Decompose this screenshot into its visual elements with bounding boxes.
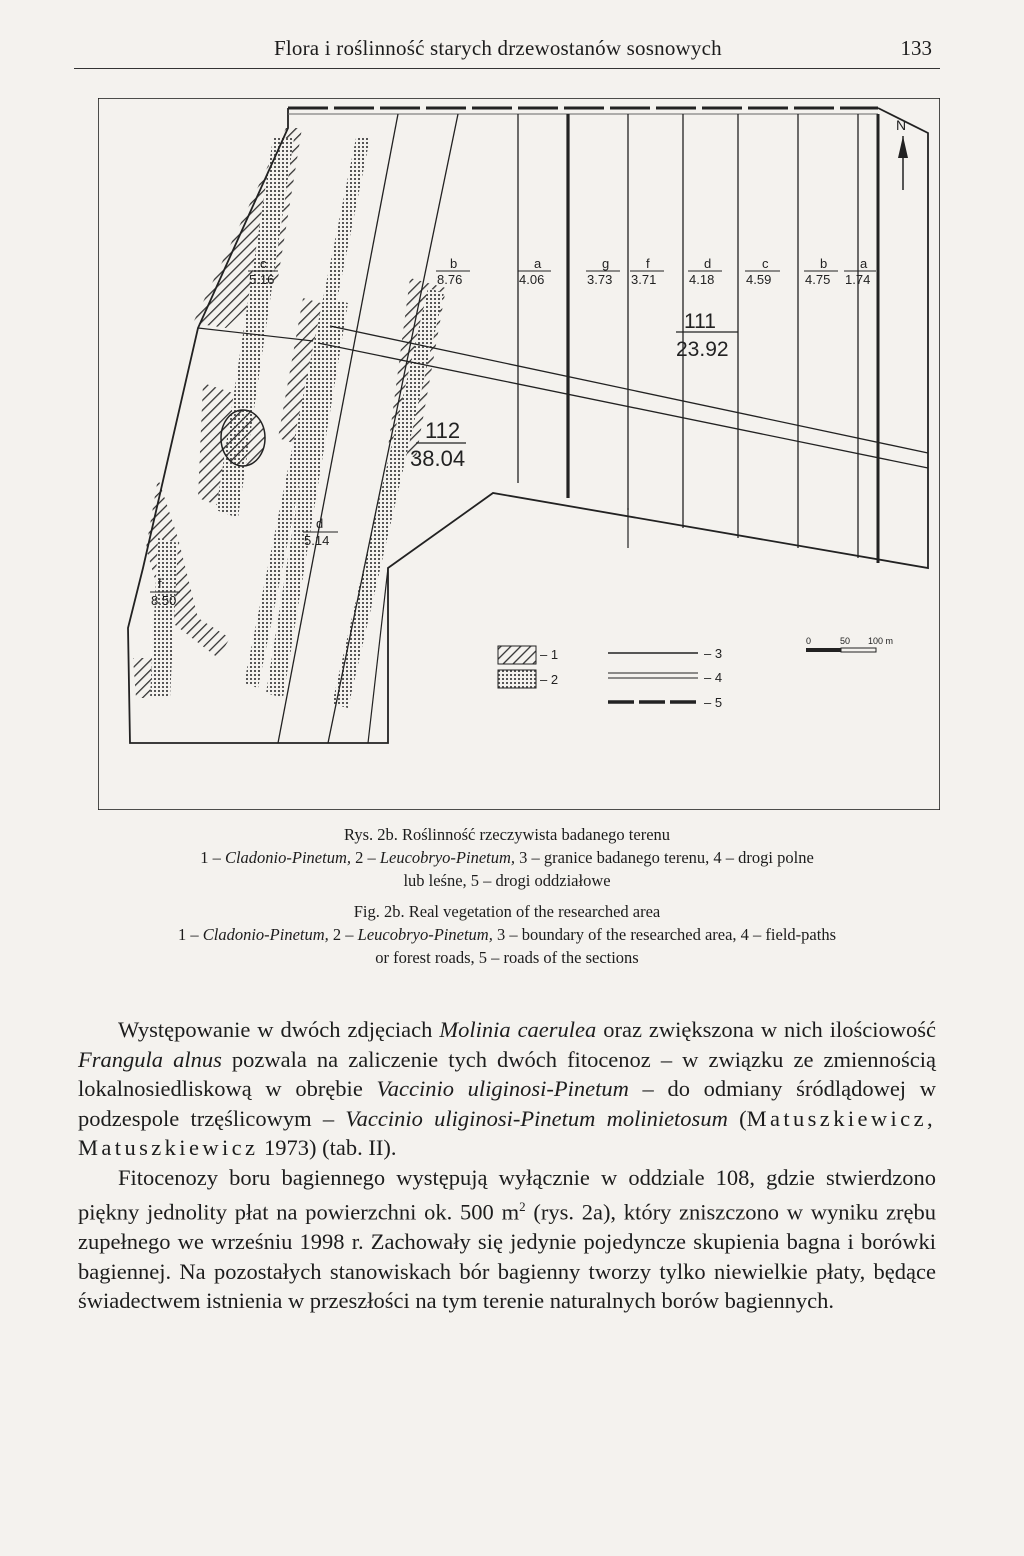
division-label: [676, 310, 738, 361]
svg-text:b: b: [820, 256, 828, 271]
plot-marker: [221, 410, 265, 466]
svg-text:8.76: 8.76: [437, 272, 463, 287]
svg-text:– 3: – 3: [704, 646, 723, 661]
svg-text:38.04: 38.04: [410, 446, 466, 471]
svg-text:4.75: 4.75: [805, 272, 831, 287]
caption-legend-line: 1 – Cladonio-Pinetum, 2 – Leucobryo-Pinetum, 3 – boundary of the researched area, 4 – field-paths: [178, 925, 836, 944]
svg-text:23.92: 23.92: [676, 338, 729, 361]
section-label: [688, 256, 722, 287]
scale-bar: [806, 636, 893, 652]
svg-text:a: a: [860, 256, 868, 271]
legend-item-4: [608, 670, 722, 685]
figure-caption-english: [74, 900, 940, 969]
map-drawing: [98, 98, 940, 810]
section-label: [745, 256, 780, 287]
page-number: 133: [900, 36, 932, 60]
svg-text:1.74: 1.74: [845, 272, 871, 287]
paragraph: Fitocenozy boru bagiennego występują wyłącznie w oddziale 108, gdzie stwierdzono piękny jednolity płat na powierzchni ok. 500 $m^2$ (rys. 2a), który zniszczono w wyniku zrębu zupełnego we wrześniu 1998 r. Zachowały się jedynie pojedyncze skupienia bagna i borówki bagiennej. Na pozostałych stanowiskach bór bagienny tworzy tylko niewielkie płaty, będące świadectwem istnienia w przeszłości na tym terenie naturalnych borów bagiennych.: [78, 1164, 936, 1313]
map-legend: [498, 646, 722, 710]
paragraph: Występowanie w dwóch zdjęciach Molinia caerulea oraz zwiększona w nich ilościowość Frangula alnus pozwala na zaliczenie tych dwóch fitocenoz – w związku ze zmiennością lokalnosiedliskową w obrębie Vaccinio uliginosi-Pinetum – do odmiany śródlądowej w podzespole trzęślicowym – Vaccinio uliginosi-Pinetum molinietosum (Matuszkiewicz, Matuszkiewicz 1973) (tab. II).: [78, 1017, 936, 1160]
svg-text:100 m: 100 m: [868, 636, 894, 646]
author-name: Matuszkiewicz, Matuszkiewicz: [78, 1105, 936, 1160]
svg-text:111: 111: [684, 310, 716, 333]
svg-text:b: b: [450, 256, 458, 271]
svg-text:112: 112: [425, 418, 461, 443]
section-label: [518, 256, 551, 287]
body-text: [78, 1015, 936, 1316]
svg-text:4.59: 4.59: [746, 272, 772, 287]
caption-legend-line-2: lub leśne, 5 – drogi oddziałowe: [403, 871, 611, 890]
svg-text:– 4: – 4: [704, 670, 723, 685]
svg-text:5.16: 5.16: [249, 272, 275, 287]
svg-text:8.50: 8.50: [151, 593, 177, 608]
section-label: [630, 256, 664, 287]
section-label: [804, 256, 838, 287]
svg-text:– 2: – 2: [540, 672, 559, 687]
legend-item-5: [608, 695, 722, 710]
caption-legend-line-2: or forest roads, 5 – roads of the sections: [375, 948, 639, 967]
caption-title: Fig. 2b. Real vegetation of the researched area: [353, 902, 661, 921]
svg-text:4.06: 4.06: [519, 272, 545, 287]
svg-text:a: a: [534, 256, 542, 271]
svg-text:c: c: [762, 256, 769, 271]
svg-text:– 5: – 5: [704, 695, 723, 710]
figure-caption-polish: [74, 823, 940, 892]
section-label: [844, 256, 876, 287]
svg-text:d: d: [316, 516, 324, 531]
svg-text:5.14: 5.14: [304, 533, 330, 548]
page-header: [74, 32, 940, 69]
svg-text:f: f: [646, 256, 650, 271]
caption-legend-line: 1 – Cladonio-Pinetum, 2 – Leucobryo-Pinetum, 3 – granice badanego terenu, 4 – drogi polne: [200, 848, 814, 867]
svg-text:50: 50: [840, 636, 851, 646]
legend-item-3: [608, 646, 722, 661]
svg-text:c: c: [260, 256, 267, 271]
svg-text:d: d: [704, 256, 712, 271]
svg-text:g: g: [602, 256, 610, 271]
svg-text:4.18: 4.18: [689, 272, 715, 287]
svg-text:0: 0: [806, 636, 812, 646]
vegetation-map: [98, 98, 940, 810]
north-arrow: [896, 117, 908, 190]
svg-text:3.73: 3.73: [587, 272, 613, 287]
section-label: [586, 256, 620, 287]
svg-text:– 1: – 1: [540, 647, 559, 662]
svg-text:3.71: 3.71: [631, 272, 657, 287]
caption-title: Rys. 2b. Roślinność rzeczywista badanego terenu: [343, 825, 671, 844]
running-title: Flora i roślinność starych drzewostanów sosnowych: [274, 36, 722, 60]
north-label: N: [896, 117, 907, 133]
legend-item-2: [498, 670, 558, 688]
legend-item-1: [498, 646, 558, 664]
svg-text:f: f: [158, 576, 162, 591]
section-label: [436, 256, 470, 287]
